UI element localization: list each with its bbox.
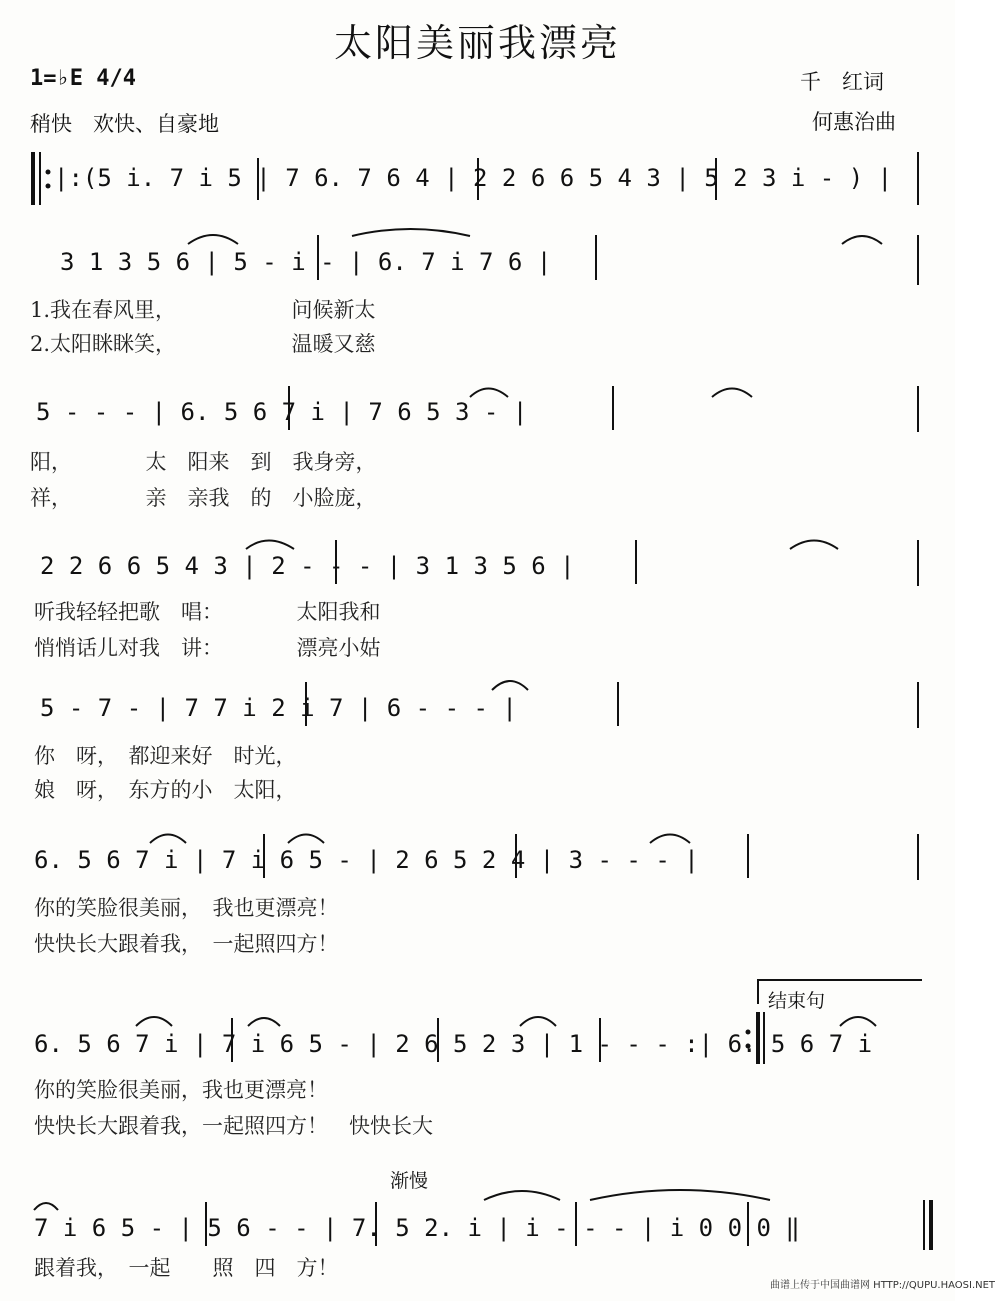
system-7-lyric-verse-1: 你的笑脸很美丽，我也更漂亮！ [34,1078,328,1102]
system-6-lyric-verse-1: 你的笑脸很美丽， 我也更漂亮！ [34,896,339,920]
system-8-lyric-verse-1: 跟着我， 一起 照 四 方！ [34,1256,339,1280]
composer-credit: 何惠治曲 [812,110,896,134]
song-title: 太阳美丽我漂亮 [333,21,621,65]
system-5-lyric-verse-2: 娘 呀， 东方的小 太阳， [34,778,297,802]
system-7-lyric-verse-2: 快快长大跟着我，一起照四方！ 快快长大 [34,1114,433,1138]
source-watermark: 曲谱上传于中国曲谱网 HTTP://QUPU.HAOSI.NET [770,1280,995,1291]
system-3-notes: 5 - - - | 6. 5 6 7 i | 7 6 5 3 - | [36,398,528,426]
ending-label: 结束句 [768,990,826,1012]
tempo-marking: 稍快 欢快、自豪地 [30,112,219,136]
tempo-change-marking: 渐慢 [390,1170,429,1192]
system-3-lyric-verse-2: 祥， 亲 亲我 的 小脸庞， [30,486,377,510]
system-3-lyric-verse-1: 阳， 太 阳来 到 我身旁， [30,450,377,474]
system-2-notes: 3 1 3 5 6 | 5 - i - | 6. 7 i 7 6 | [60,248,552,276]
system-7-notes: 6. 5 6 7 i | 7 i 6 5 - | 2 6 5 2 3 | 1 - - - :| 6. 5 6 7 i [34,1030,873,1058]
key-signature: 1=♭E 4/4 [30,66,136,91]
system-4-notes: 2 2 6 6 5 4 3 | 2 - - - | 3 1 3 5 6 | [40,552,575,580]
system-5-notes: 5 - 7 - | 7 7 i 2 i 7 | 6 - - - | [40,694,517,722]
system-4-lyric-verse-2: 悄悄话儿对我 讲： 漂亮小姑 [34,636,381,660]
lyricist-credit: 千 红词 [800,70,884,94]
system-1-notes: |:(5 i. 7 i 5 | 7 6. 7 6 4 | 2 2 6 6 5 4 3 | 5 2 3 i - ) | [54,164,893,192]
system-6-notes: 6. 5 6 7 i | 7 i 6 5 - | 2 6 5 2 4 | 3 - - - | [34,846,699,874]
system-8-notes: 7 i 6 5 - | 5 6 - - | 7. 5 2. i | i - - - | i 0 0 0 ‖ [34,1214,800,1242]
system-4-lyric-verse-1: 听我轻轻把歌 唱： 太阳我和 [34,600,381,624]
system-5-lyric-verse-1: 你 呀， 都迎来好 时光， [34,744,297,768]
system-2-lyric-verse-2: 2.太阳眯眯笑， 温暖又慈 [30,332,376,356]
system-6-lyric-verse-2: 快快长大跟着我， 一起照四方！ [34,932,339,956]
system-2-lyric-verse-1: 1.我在春风里， 问候新太 [30,298,376,322]
